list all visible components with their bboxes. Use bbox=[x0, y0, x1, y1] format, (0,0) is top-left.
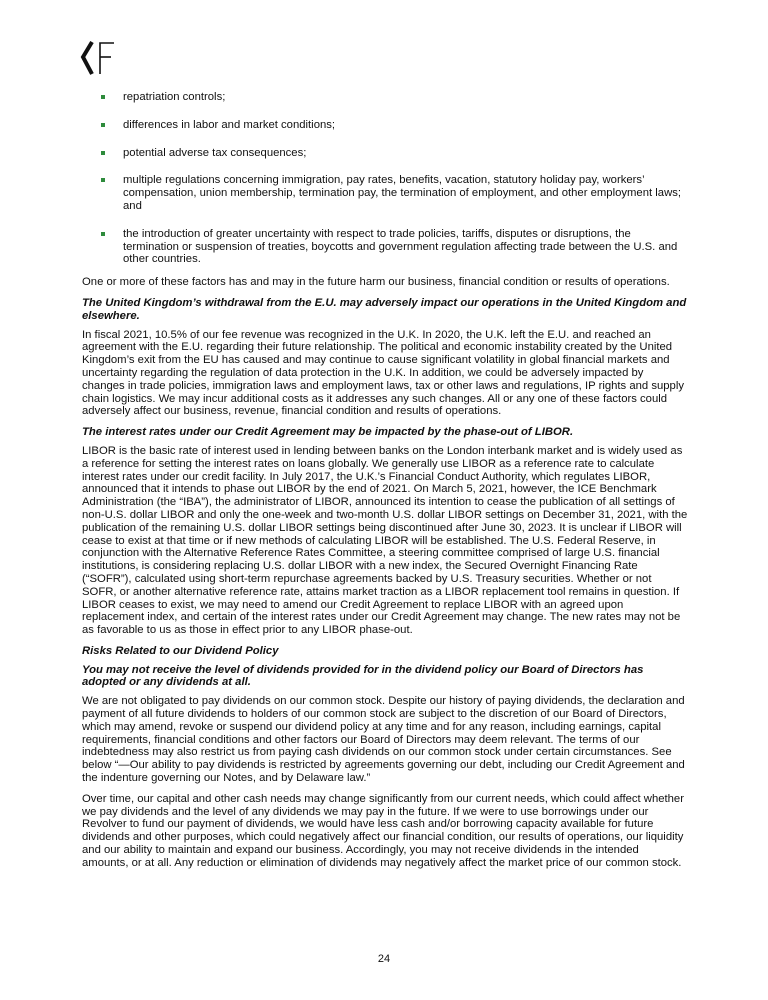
document-body bbox=[82, 91, 688, 878]
bullet-icon bbox=[101, 151, 105, 155]
paragraph: One or more of these factors has and may in the future harm our business, financial condition or results of operations. bbox=[82, 276, 670, 289]
list-item: multiple regulations concerning immigration, pay rates, benefits, vacation, statutory holiday pay, workers’ compensation, union membership, termination pay, the termination of employment, and other employment laws; and bbox=[82, 174, 688, 212]
section-heading: You may not receive the level of dividends provided for in the dividend policy our Board of Directors has adopted or any dividends at all. bbox=[82, 663, 644, 689]
paragraph: We are not obligated to pay dividends on our common stock. Despite our history of paying dividends, the declaration and payment of all future dividends to holders of our common stock are subject to the discretion of our Board of Directors, which may amend, revoke or suspend our dividend policy at any time and for any reason, including earnings, capital requirements, financial conditions and other factors our Board of Directors may deem relevant. The terms of our indebtedness may also restrict us from paying cash dividends on our common stock under certain circumstances. See below “—Our ability to pay dividends is restricted by agreements governing our debt, including our Credit Agreement and the indenture governing our Notes, and by Delaware law.” bbox=[82, 695, 685, 785]
list-item: the introduction of greater uncertainty with respect to trade policies, tariffs, disputes or disruptions, the termination or suspension of treaties, boycotts and government regulation affecting trade between the U.S. and other countries. bbox=[82, 228, 688, 266]
page-number: 24 bbox=[377, 953, 391, 965]
list-item: potential adverse tax consequences; bbox=[82, 147, 688, 160]
list-item: repatriation controls; bbox=[82, 91, 688, 104]
paragraph: Over time, our capital and other cash needs may change significantly from our current needs, which could affect whether we pay dividends and the level of any dividends we may pay in the future. If we were to use borrowings under our Revolver to fund our payment of dividends, we would have less cash and/or borrowing capacity available for future dividends and other purposes, which could negatively affect our financial condition, our results of operations, our liquidity and our ability to maintain and expand our business. Accordingly, you may not receive dividends in the intended amounts, or at all. Any reduction or elimination of dividends may negatively affect the market price of our common stock. bbox=[82, 792, 684, 869]
bullet-icon bbox=[101, 95, 105, 99]
section-heading: The United Kingdom’s withdrawal from the E.U. may adversely impact our operations in the United Kingdom and elsewhere. bbox=[82, 296, 687, 322]
bullet-list bbox=[82, 91, 688, 266]
paragraph: In fiscal 2021, 10.5% of our fee revenue was recognized in the U.K. In 2020, the U.K. left the E.U. and reached an agreement with the E.U. regarding their future relationship. The political and economic instability created by the United Kingdom’s exit from the EU has caused and may continue to cause significant volatility in global financial markets and uncertainty regarding the regulation of data protection in the U.K. In addition, we could be adversely impacted by changes in trade policies, immigration laws and employment laws, tax or other laws and regulations, IP rights and supply chain logistics. We may incur additional costs as it addresses any such changes. All or any one of these factors could adversely affect our business, revenue, financial condition and results of operations. bbox=[82, 328, 684, 418]
section-heading: The interest rates under our Credit Agreement may be impacted by the phase-out of LIBOR. bbox=[82, 426, 574, 439]
bullet-icon bbox=[101, 232, 105, 236]
list-item: differences in labor and market conditions; bbox=[82, 119, 688, 132]
section-heading: Risks Related to our Dividend Policy bbox=[82, 644, 279, 657]
bullet-icon bbox=[101, 123, 105, 127]
paragraph: LIBOR is the basic rate of interest used in lending between banks on the London interbank market and is widely used as a reference for setting the interest rates on loans globally. We generally use LIBOR as a reference rate to calculate interest rates under our credit facility. In July 2017, the U.K.’s Financial Conduct Authority, which regulates LIBOR, announced that it intends to phase out LIBOR by the end of 2021. On March 5, 2021, however, the ICE Benchmark Administration (the “IBA”), the administrator of LIBOR, announced its intention to cease the publication of all settings of non-U.S. dollar LIBOR and only the one-week and two-month U.S. dollar LIBOR settings on December 31, 2021, with the publication of the remaining U.S. dollar LIBOR settings being discontinued after June 30, 2023. It is unclear if LIBOR will cease to exist at that time or if new methods of calculating LIBOR will be established. The U.S. Federal Reserve, in conjunction with the Alternative Reference Rates Committee, a steering committee comprised of large U.S. financial institutions, is considering replacing U.S. dollar LIBOR with a new index, the Secured Overnight Financing Rate (“SOFR”), calculated using short-term repurchase agreements backed by U.S. Treasury securities. Whether or not SOFR, or another alternative reference rate, attains market traction as a LIBOR replacement tool remains in question. If LIBOR ceases to exist, we may need to amend our Credit Agreement to replace LIBOR with an agreed upon replacement index, and certain of the interest rates under our Credit Agreement may change. The new rates may not be as favorable to us as those in effect prior to any LIBOR phase-out. bbox=[82, 444, 688, 637]
company-logo bbox=[80, 40, 128, 76]
bullet-icon bbox=[101, 178, 105, 182]
